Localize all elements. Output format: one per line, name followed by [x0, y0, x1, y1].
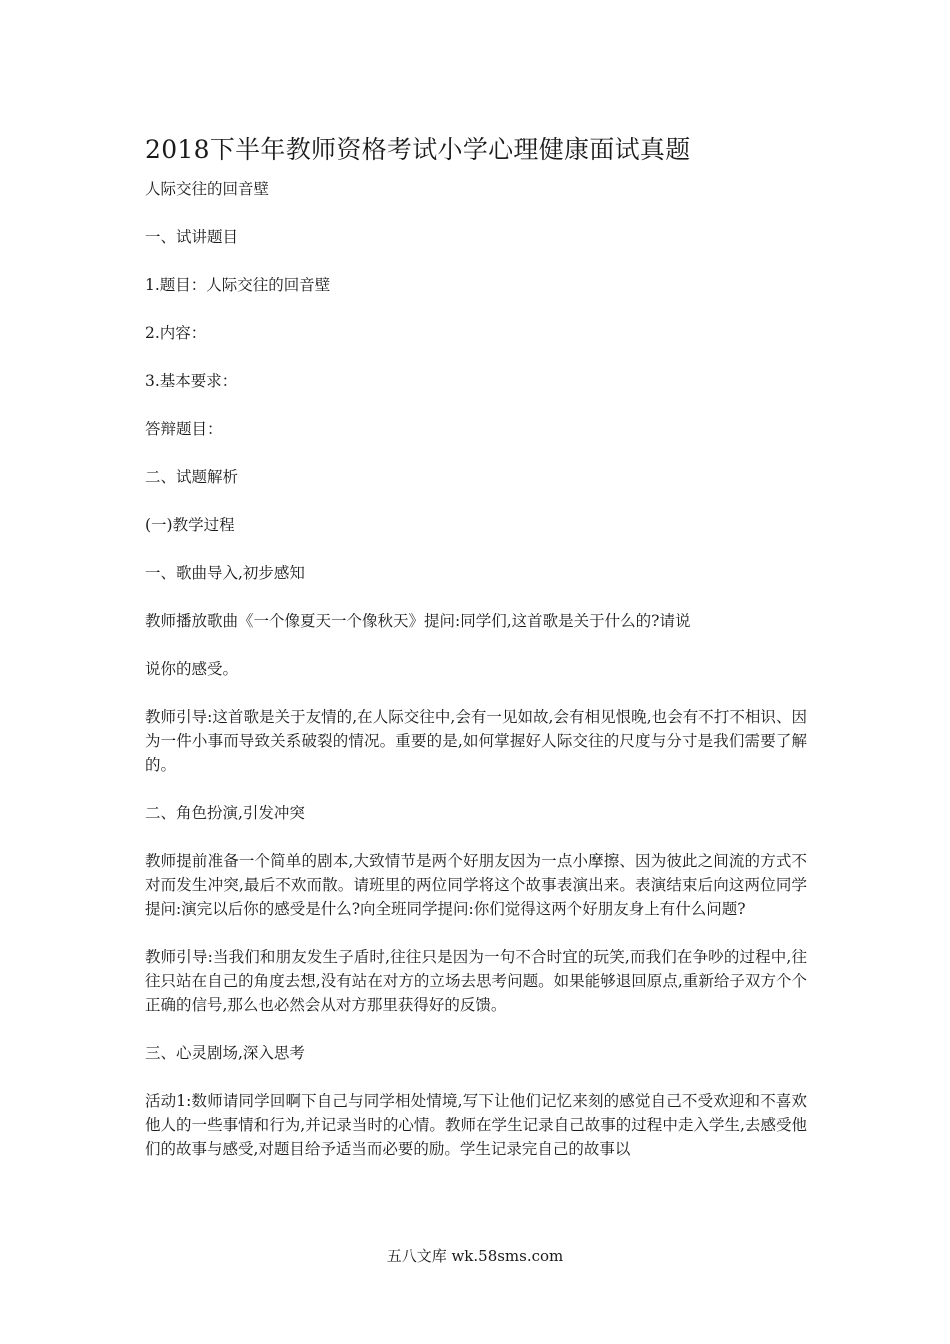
paragraph: 教师提前准备一个简单的剧本,大致情节是两个好朋友因为一点小摩擦、因为彼此之间流的方式不对而发生冲突,最后不欢而散。请班里的两位同学将这个故事表演出来。表演结束后向这两位同学提问:演完以后你的感受是什么?向全班同学提问:你们觉得这两个好朋友身上有什么问题? — [145, 852, 807, 918]
paragraph: 教师引导:当我们和朋友发生子盾时,往往只是因为一句不合时宜的玩笑,而我们在争吵的过程中,往往只站在自己的角度去想,没有站在对方的立场去思考问题。如果能够退回原点,重新给子双方个个正确的信号,那么也必然会从对方那里获得好的反馈。 — [145, 948, 807, 1014]
section-heading: 一、试讲题目 — [145, 228, 239, 246]
section-heading: 三、心灵剧场,深入思考 — [145, 1044, 305, 1062]
page-footer: 五八文库 wk.58sms.com — [386, 1247, 564, 1265]
list-item: 3.基本要求： — [145, 372, 238, 390]
list-item: 2.内容： — [145, 324, 207, 342]
list-item: 1.题目：人际交往的回音壁 — [145, 276, 331, 294]
section-heading: 二、试题解析 — [145, 468, 239, 486]
document-title: 2018下半年教师资格考试小学心理健康面试真题 — [145, 135, 691, 164]
paragraph: 说你的感受。 — [145, 660, 239, 678]
section-heading: (一)教学过程 — [145, 516, 235, 534]
paragraph: 活动1:数师请同学回啊下自己与同学相处情境,写下让他们记忆来刻的感觉自己不受欢迎和不喜欢他人的一些事情和行为,并记录当时的心情。教师在学生记录自己故事的过程中走入学生,去感受他们的故事与感受,对题目给予适当而必要的励。学生记录完自己的故事以 — [145, 1092, 807, 1158]
section-heading: 一、歌曲导入,初步感知 — [145, 564, 305, 582]
subtitle: 人际交往的回音壁 — [145, 180, 270, 198]
section-heading: 二、角色扮演,引发冲突 — [145, 804, 305, 822]
paragraph: 教师播放歌曲《一个像夏天一个像秋天》提问:同学们,这首歌是关于什么的?请说 — [145, 612, 691, 630]
paragraph: 教师引导:这首歌是关于友情的,在人际交往中,会有一见如故,会有相见恨晚,也会有不打不相识、因为一件小事而导致关系破裂的情况。重要的是,如何掌握好人际交往的尺度与分寸是我们需要了解的。 — [145, 708, 807, 774]
paragraph: 答辩题目： — [145, 420, 223, 438]
document-page — [145, 133, 807, 1185]
